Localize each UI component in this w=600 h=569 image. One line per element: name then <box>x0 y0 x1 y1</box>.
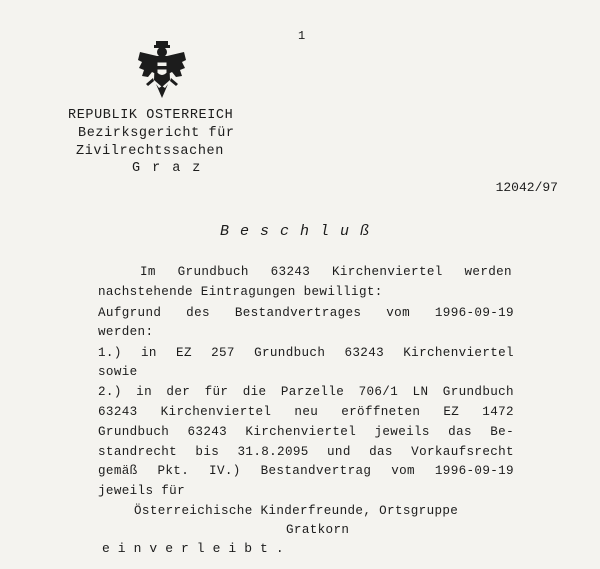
word: 1996-09-19 <box>434 306 514 320</box>
word: 63243 <box>187 425 228 439</box>
word: Kirchenviertel <box>245 425 357 439</box>
word: vom <box>386 306 410 320</box>
coat-of-arms-eagle-icon <box>136 40 188 102</box>
word: Grundbuch <box>98 425 170 439</box>
header-city: Graz <box>132 161 213 176</box>
word: 63243 <box>270 265 311 279</box>
word: 2.) <box>98 385 122 399</box>
body-line-6: sowie <box>98 365 138 379</box>
word: die <box>242 385 267 399</box>
word: Vorkaufsrecht <box>411 445 514 459</box>
page-number: 1 <box>298 29 306 43</box>
party-location: Gratkorn <box>286 523 350 537</box>
body-line-12: jeweils für <box>98 484 185 498</box>
word: EZ <box>176 346 192 360</box>
word: 1472 <box>482 405 514 419</box>
word: IV.) <box>209 464 241 478</box>
body-line-11 <box>98 464 514 478</box>
word: das <box>448 425 472 439</box>
word: Aufgrund <box>98 306 162 320</box>
word: und <box>327 445 351 459</box>
word: das <box>369 445 393 459</box>
word: Kirchenviertel <box>331 265 443 279</box>
body-line-1 <box>140 265 512 279</box>
word: Parzelle <box>280 385 345 399</box>
body-line-2: nachstehende Eintragungen bewilligt: <box>98 285 383 299</box>
word: jeweils <box>374 425 430 439</box>
word: EZ <box>443 405 460 419</box>
word: 63243 <box>98 405 138 419</box>
word: 706/1 <box>358 385 399 399</box>
word: in <box>140 346 157 360</box>
document-title: Beschluß <box>220 223 381 240</box>
body-line-9 <box>98 425 514 439</box>
word: Bestandvertrages <box>234 306 362 320</box>
word: neu <box>294 405 319 419</box>
word: Grundbuch <box>177 265 249 279</box>
word: eröffneten <box>341 405 421 419</box>
word: bis <box>195 445 220 459</box>
body-line-10 <box>98 445 514 459</box>
word: Be- <box>490 425 514 439</box>
word: werden <box>464 265 512 279</box>
closing-word: einverleibt. <box>102 541 292 556</box>
word: Kirchenviertel <box>160 405 272 419</box>
body-line-8 <box>98 405 514 419</box>
word: Kirchenviertel <box>403 346 514 360</box>
file-number: 12042/97 <box>495 180 558 195</box>
word: Grundbuch <box>442 385 514 399</box>
word: 1996-09-19 <box>434 464 514 478</box>
header-country: REPUBLIK OSTERREICH <box>68 108 234 123</box>
body-line-5 <box>98 346 514 360</box>
body-line-7 <box>98 385 514 399</box>
word: 1.) <box>98 346 122 360</box>
word: 257 <box>211 346 235 360</box>
body-line-3 <box>98 306 514 320</box>
body-line-4: werden: <box>98 325 154 339</box>
word: des <box>186 306 210 320</box>
word: Pkt. <box>157 464 190 478</box>
word: der <box>166 385 191 399</box>
word: gemäß <box>98 464 138 478</box>
word: 31.8.2095 <box>237 445 309 459</box>
party-name: Österreichische Kinderfreunde, Ortsgruppe <box>134 504 459 518</box>
word: vom <box>391 464 415 478</box>
word: LN <box>412 385 429 399</box>
header-division: Zivilrechtssachen <box>76 144 224 159</box>
header-court: Bezirksgericht für <box>78 126 235 141</box>
word: Grundbuch <box>254 346 326 360</box>
word: Bestandvertrag <box>260 464 372 478</box>
word: für <box>204 385 229 399</box>
word: 63243 <box>344 346 385 360</box>
word: in <box>136 385 152 399</box>
word: standrecht <box>98 445 178 459</box>
word: Im <box>140 265 156 279</box>
